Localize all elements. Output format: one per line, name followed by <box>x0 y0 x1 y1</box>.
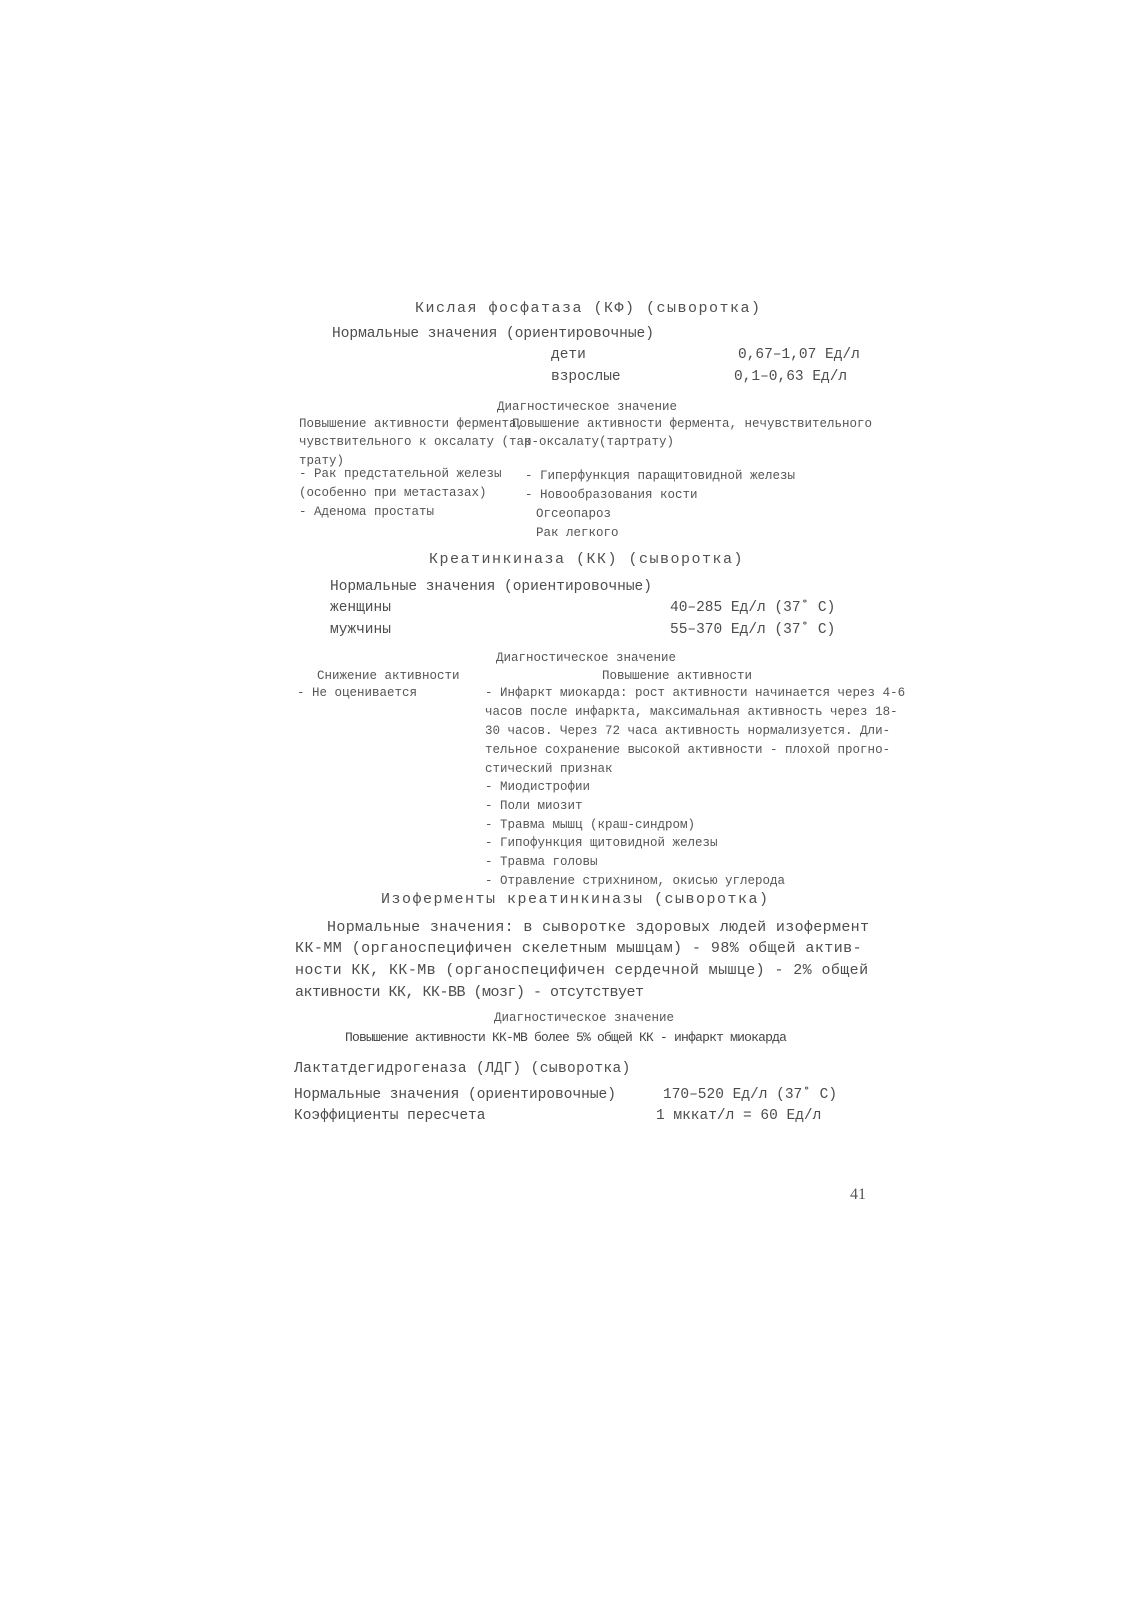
column-heading-increase: Повышение активности <box>602 669 753 683</box>
diagnostic-heading: Диагностическое значение <box>494 1011 675 1025</box>
page-number: 41 <box>850 1186 866 1203</box>
normal-row-group: взрослые <box>551 369 621 385</box>
diagnostic-left-line: (особенно при метастазах) <box>299 486 487 500</box>
diagnostic-right-line: часов после инфаркта, максимальная активность через 18- <box>485 705 898 719</box>
diagnostic-left-line: - Аденома простаты <box>299 505 435 519</box>
paragraph-line: ности КК, КК-Мв (органоспецифичен сердечной мышце) - 2% общей <box>295 962 869 979</box>
normal-row-value: 40–285 Ед/л (37˚ С) <box>670 600 836 616</box>
normal-row-value: 0,1–0,63 Ед/л <box>734 369 848 385</box>
section-title-ck-isoenzymes: Изоферменты креатинкиназы (сыворотка) <box>381 891 770 908</box>
diagnostic-right-line: - Миодистрофии <box>485 780 591 794</box>
diagnostic-right-line: тельное сохранение высокой активности - плохой прогно- <box>485 743 891 757</box>
diagnostic-right-line: - Гиперфункция паращитовидной железы <box>525 469 796 483</box>
section-title-ldh: Лактатдегидрогеназа (ЛДГ) (сыворотка) <box>294 1061 631 1077</box>
diagnostic-left-line: - Не оценивается <box>297 686 418 700</box>
normal-row-value: 55–370 Ед/л (37˚ С) <box>670 622 836 638</box>
conversion-coefficient-label: Коэффициенты пересчета <box>294 1108 486 1124</box>
diagnostic-heading: Диагностическое значение <box>497 400 678 414</box>
column-heading-decrease: Снижение активности <box>317 669 460 683</box>
diagnostic-right-line: стический признак <box>485 762 613 776</box>
diagnostic-right-line: Повышение активности фермента, нечувствительного <box>512 417 873 431</box>
diagnostic-heading: Диагностическое значение <box>496 651 677 665</box>
diagnostic-right-line: - Поли миозит <box>485 799 583 813</box>
paragraph-line: активности КК, КК-ВВ (мозг) - отсутствует <box>295 984 644 1001</box>
normal-row-group: дети <box>551 347 586 363</box>
diagnostic-right-line: - Травма мышц (краш-синдром) <box>485 818 696 832</box>
conversion-coefficient-value: 1 мккат/л = 60 Ед/л <box>656 1108 822 1124</box>
diagnostic-right-line: - Гипофункция щитовидной железы <box>485 836 718 850</box>
diagnostic-right-line: 30 часов. Через 72 часа активность нормализуется. Дли- <box>485 724 891 738</box>
section-title-creatine-kinase: Креатинкиназа (КК) (сыворотка) <box>429 551 745 568</box>
diagnostic-right-line: - Инфаркт миокарда: рост активности начинается через 4-6 <box>485 686 906 700</box>
paragraph-line: КК-ММ (органоспецифичен скелетным мышцам) - 98% общей актив- <box>295 940 863 957</box>
diagnostic-right-line: - Травма головы <box>485 855 598 869</box>
diagnostic-left-line: - Рак предстательной железы <box>299 467 502 481</box>
diagnostic-right-line: Рак легкого <box>536 526 619 540</box>
diagnostic-right-line: - Новообразования кости <box>525 488 698 502</box>
normal-value: 170–520 Ед/л (37˚ С) <box>663 1087 838 1103</box>
normal-values-label: Нормальные значения (ориентировочные) <box>294 1087 616 1103</box>
normal-row-group: мужчины <box>330 622 391 638</box>
section-title-acid-phosphatase: Кислая фосфатаза (КФ) (сыворотка) <box>415 300 762 317</box>
diagnostic-left-line: Повышение активности фермента, <box>299 417 525 431</box>
normal-values-label: Нормальные значения (ориентировочные) <box>330 579 652 595</box>
normal-row-group: женщины <box>330 600 391 616</box>
normal-row-value: 0,67–1,07 Ед/л <box>738 347 860 363</box>
normal-values-label: Нормальные значения (ориентировочные) <box>332 326 654 342</box>
diagnostic-text: Повышение активности КК-МВ более 5% общей КК - инфаркт миокарда <box>345 1030 787 1045</box>
diagnostic-right-line: Огсеопароз <box>536 507 612 521</box>
diagnostic-left-line: трату) <box>299 454 345 468</box>
diagnostic-left-line: чувствительного к оксалату (тар- <box>299 435 540 449</box>
diagnostic-right-line: - Отравление стрихнином, окисью углерода <box>485 874 786 888</box>
diagnostic-right-line: к оксалату(тартрату) <box>524 435 675 449</box>
paragraph-line: Нормальные значения: в сыворотке здоровых людей изофермент <box>327 919 870 936</box>
